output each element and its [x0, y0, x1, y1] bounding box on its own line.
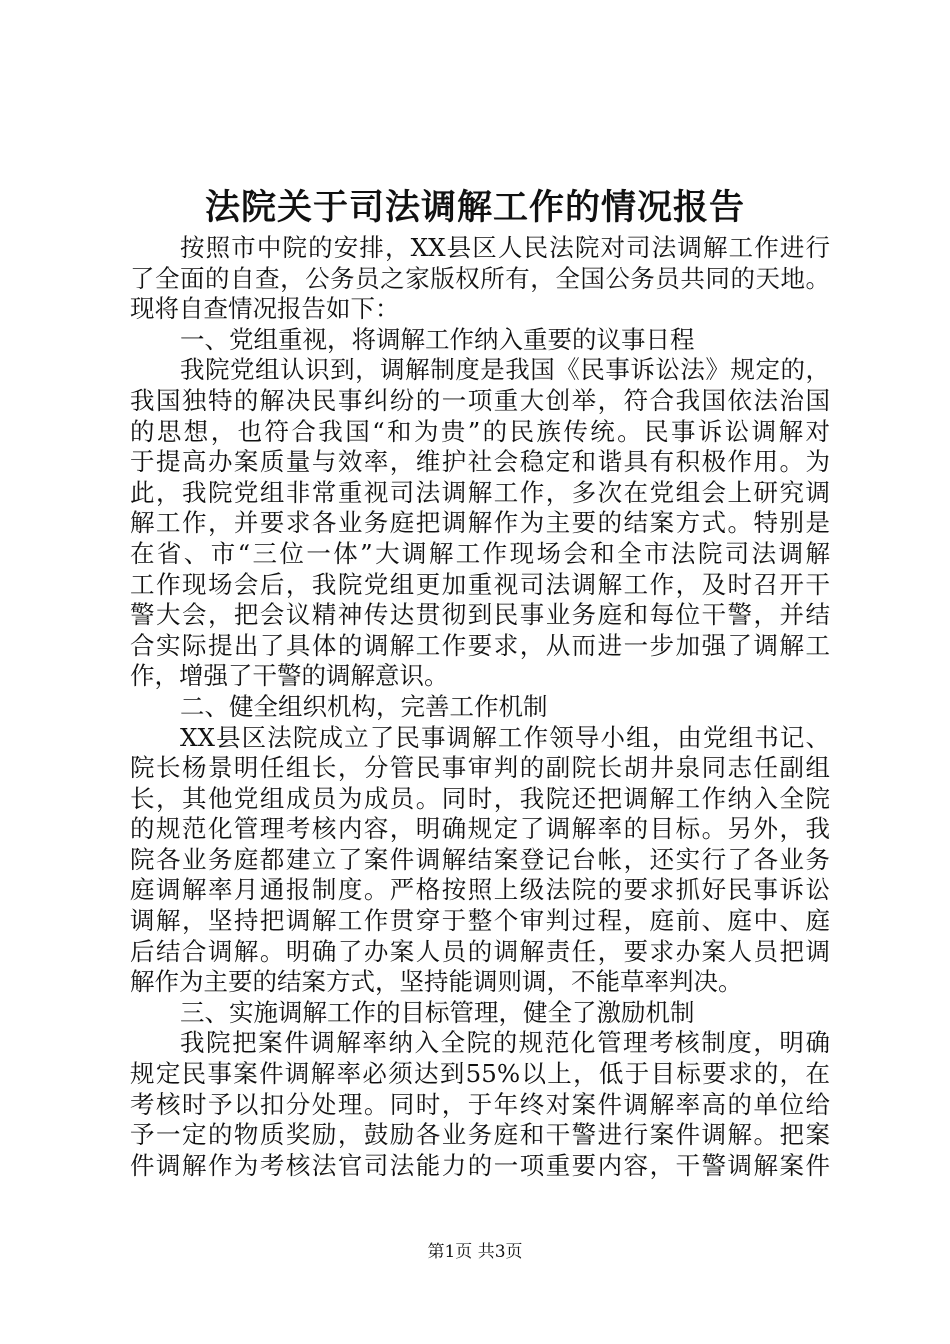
text-line: 一、党组重视，将调解工作纳入重要的议事日程: [180, 324, 695, 354]
text-line: 院各业务庭都建立了案件调解结案登记台帐，还实行了各业务: [130, 844, 830, 874]
text-line: 按照市中院的安排，XX县区人民法院对司法调解工作进行: [180, 233, 830, 262]
text-line: 予一定的物质奖励，鼓励各业务庭和干警进行案件调解。把案: [130, 1120, 830, 1150]
text-line: 了全面的自查，公务员之家版权所有，全国公务员共同的天地。: [130, 263, 830, 293]
text-line: 解工作，并要求各业务庭把调解作为主要的结案方式。特别是: [130, 508, 830, 538]
text-line: 件调解作为考核法官司法能力的一项重要内容，干警调解案件: [130, 1150, 830, 1180]
text-line: 工作现场会后，我院党组更加重视司法调解工作，及时召开干: [130, 569, 830, 599]
text-line: 我院把案件调解率纳入全院的规范化管理考核制度，明确: [180, 1028, 830, 1058]
text-line: 考核时予以扣分处理。同时，于年终对案件调解率高的单位给: [130, 1089, 830, 1119]
text-line: 院长杨景明任组长，分管民事审判的副院长胡井泉同志任副组: [130, 753, 830, 783]
document-title: 法院关于司法调解工作的情况报告: [204, 187, 745, 228]
text-line: 三、实施调解工作的目标管理，健全了激励机制: [180, 997, 695, 1027]
text-line: XX县区法院成立了民事调解工作领导小组，由党组书记、: [180, 722, 830, 752]
text-line: 作，增强了干警的调解意识。: [130, 661, 449, 691]
text-line: 的思想，也符合我国“和为贵”的民族传统。民事诉讼调解对: [130, 416, 830, 446]
text-line: 调解，坚持把调解工作贯穿于整个审判过程，庭前、庭中、庭: [130, 906, 830, 936]
text-line: 在省、市“三位一体”大调解工作现场会和全市法院司法调解: [130, 538, 830, 568]
text-line: 现将自查情况报告如下：: [130, 294, 400, 324]
text-line: 庭调解率月通报制度。严格按照上级法院的要求抓好民事诉讼: [130, 875, 830, 905]
text-line: 解作为主要的结案方式，坚持能调则调，不能草率判决。: [130, 967, 743, 997]
text-line: 的规范化管理考核内容，明确规定了调解率的目标。另外，我: [130, 814, 830, 844]
text-line: 后结合调解。明确了办案人员的调解责任，要求办案人员把调: [130, 936, 830, 966]
text-line: 合实际提出了具体的调解工作要求，从而进一步加强了调解工: [130, 630, 830, 660]
text-line: 此，我院党组非常重视司法调解工作，多次在党组会上研究调: [130, 477, 830, 507]
page-footer: 第1页 共3页: [427, 1242, 523, 1262]
text-line: 规定民事案件调解率必须达到55%以上，低于目标要求的，在: [130, 1059, 830, 1089]
document-body: [130, 233, 830, 1181]
text-line: 警大会，把会议精神传达贯彻到民事业务庭和每位干警，并结: [130, 600, 830, 630]
text-line: 我院党组认识到，调解制度是我国《民事诉讼法》规定的，: [180, 355, 830, 385]
text-line: 于提高办案质量与效率，维护社会稳定和谐具有积极作用。为: [130, 447, 830, 477]
text-line: 我国独特的解决民事纠纷的一项重大创举，符合我国依法治国: [130, 385, 830, 415]
text-line: 长，其他党组成员为成员。同时，我院还把调解工作纳入全院: [130, 783, 830, 813]
text-line: 二、健全组织机构，完善工作机制: [180, 691, 548, 721]
